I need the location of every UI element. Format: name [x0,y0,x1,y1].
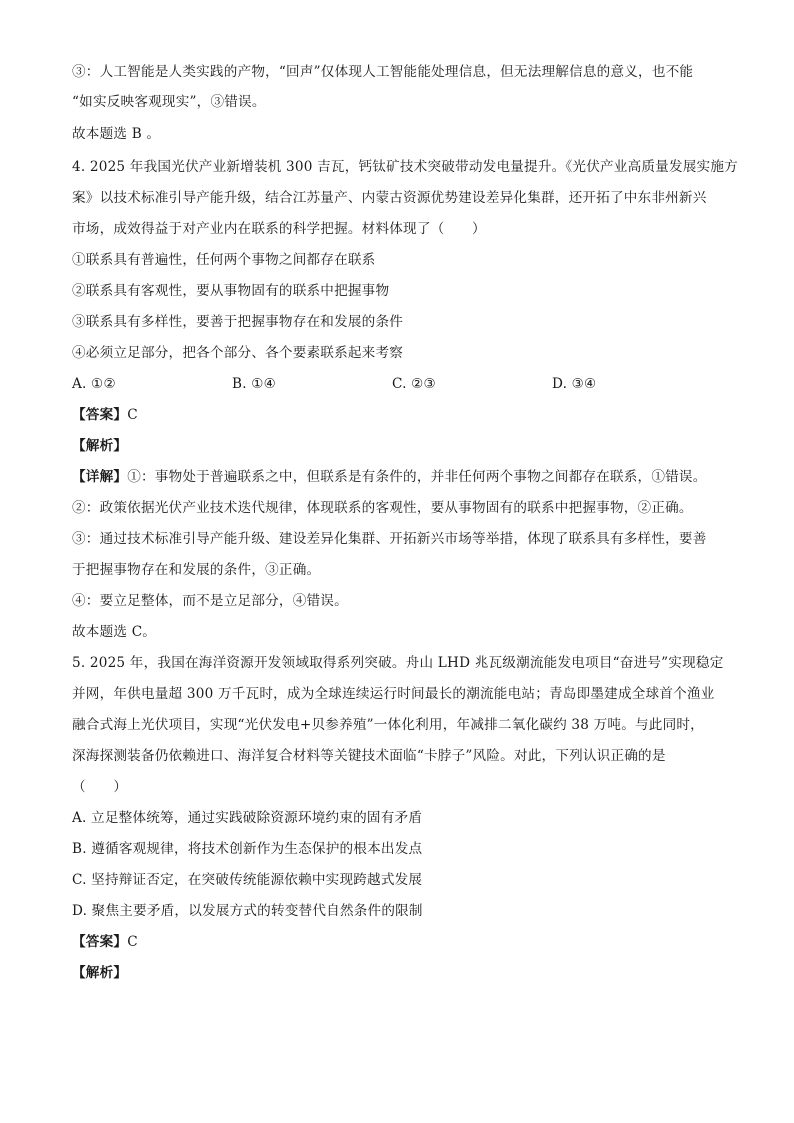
q4-analysis-tag [72,436,734,456]
q4-option-c: C. ②③ [392,376,436,392]
q4-detail-line-1 [72,467,734,487]
answer-tag: 【答案】 [72,407,128,423]
answer-value: C [127,934,138,950]
analysis-tag: 【解析】 [72,965,128,981]
q4-stem-line-3: 市场，成效得益于对产业内在联系的科学把握。材料体现了（ ） [72,221,486,237]
q3-conclusion: 故本题选 B 。 [72,126,161,142]
q5-answer [72,932,734,952]
q4-option-b: B. ①④ [232,376,277,392]
q5-stem-line-4: 深海探测装备仍依赖进口、海洋复合材料等关键技术面临“卡脖子”风险。对此，下列认识正确的是 [72,748,666,764]
q4-detail-line-5: ④：要立足整体，而不是立足部分，④错误。 [72,593,348,609]
q4-option-a: A. ①② [72,376,116,392]
q4-detail-line-3: ③：通过技术标准引导产能升级、建设差异化集群、开拓新兴市场等举措，体现了联系具有多样性，要善 [72,531,707,547]
q5-option-a: A. 立足整体统筹，通过实践破除资源环境约束的固有矛盾 [72,810,423,826]
q4-item-3: ③联系具有多样性，要善于把握事物存在和发展的条件 [72,314,404,330]
q4-stem-line-1: 4. 2025 年我国光伏产业新增装机 300 吉瓦，钙钛矿技术突破带动发电量提升。《光伏产业高质量发展实施方 [72,159,738,175]
q4-conclusion: 故本题选 C。 [72,624,157,640]
q3-analysis-line-1: ③：人工智能是人类实践的产物，“回声”仅体现人工智能能处理信息，但无法理解信息的意义，也不能 [72,64,694,80]
analysis-tag: 【解析】 [72,438,128,454]
q5-stem-line-5: （ ） [72,779,128,795]
q4-item-2: ②联系具有客观性，要从事物固有的联系中把握事物 [72,283,390,299]
q4-answer [72,405,734,425]
q4-detail-line-4: 于把握事物存在和发展的条件，③正确。 [72,562,321,578]
answer-tag: 【答案】 [72,934,128,950]
q3-analysis-line-2: “如实反映客观现实”，③错误。 [72,94,266,110]
q5-stem-line-3: 融合式海上光伏项目，实现“光伏发电+贝参养殖”一体化利用，年减排二氧化碳约 38 万吨。与此同时， [72,717,704,733]
q4-item-4: ④必须立足部分，把各个部分、各个要素联系起来考察 [72,345,404,361]
q4-detail-line-2: ②：政策依据光伏产业技术迭代规律，体现联系的客观性，要从事物固有的联系中把握事物，②正确。 [72,500,693,516]
q4-options [72,374,734,394]
q5-option-b: B. 遵循客观规律，将技术创新作为生态保护的根本出发点 [72,841,423,857]
q5-option-d: D. 聚焦主要矛盾，以发展方式的转变替代自然条件的限制 [72,903,423,919]
q5-stem-line-1: 5. 2025 年，我国在海洋资源开发领域取得系列突破。舟山 LHD 兆瓦级潮流能发电项目“奋进号”实现稳定 [72,655,724,671]
q5-option-c: C. 坚持辩证否定，在突破传统能源依赖中实现跨越式发展 [72,872,423,888]
detail-text: ①：事物处于普遍联系之中，但联系是有条件的，并非任何两个事物之间都存在联系，①错误。 [127,469,707,485]
q4-item-1: ①联系具有普遍性，任何两个事物之间都存在联系 [72,252,376,268]
q5-stem-line-2: 并网，年供电量超 300 万千瓦时，成为全球连续运行时间最长的潮流能电站；青岛即墨建成全球首个渔业 [72,686,715,702]
q4-option-d: D. ③④ [552,376,597,392]
q4-stem-line-2: 案》以技术标准引导产能升级，结合江苏量产、内蒙古资源优势建设差异化集群，还开拓了中东非州新兴 [72,190,707,206]
detail-tag: 【详解】 [72,469,128,485]
answer-value: C [127,407,138,423]
q5-analysis-tag [72,963,734,983]
